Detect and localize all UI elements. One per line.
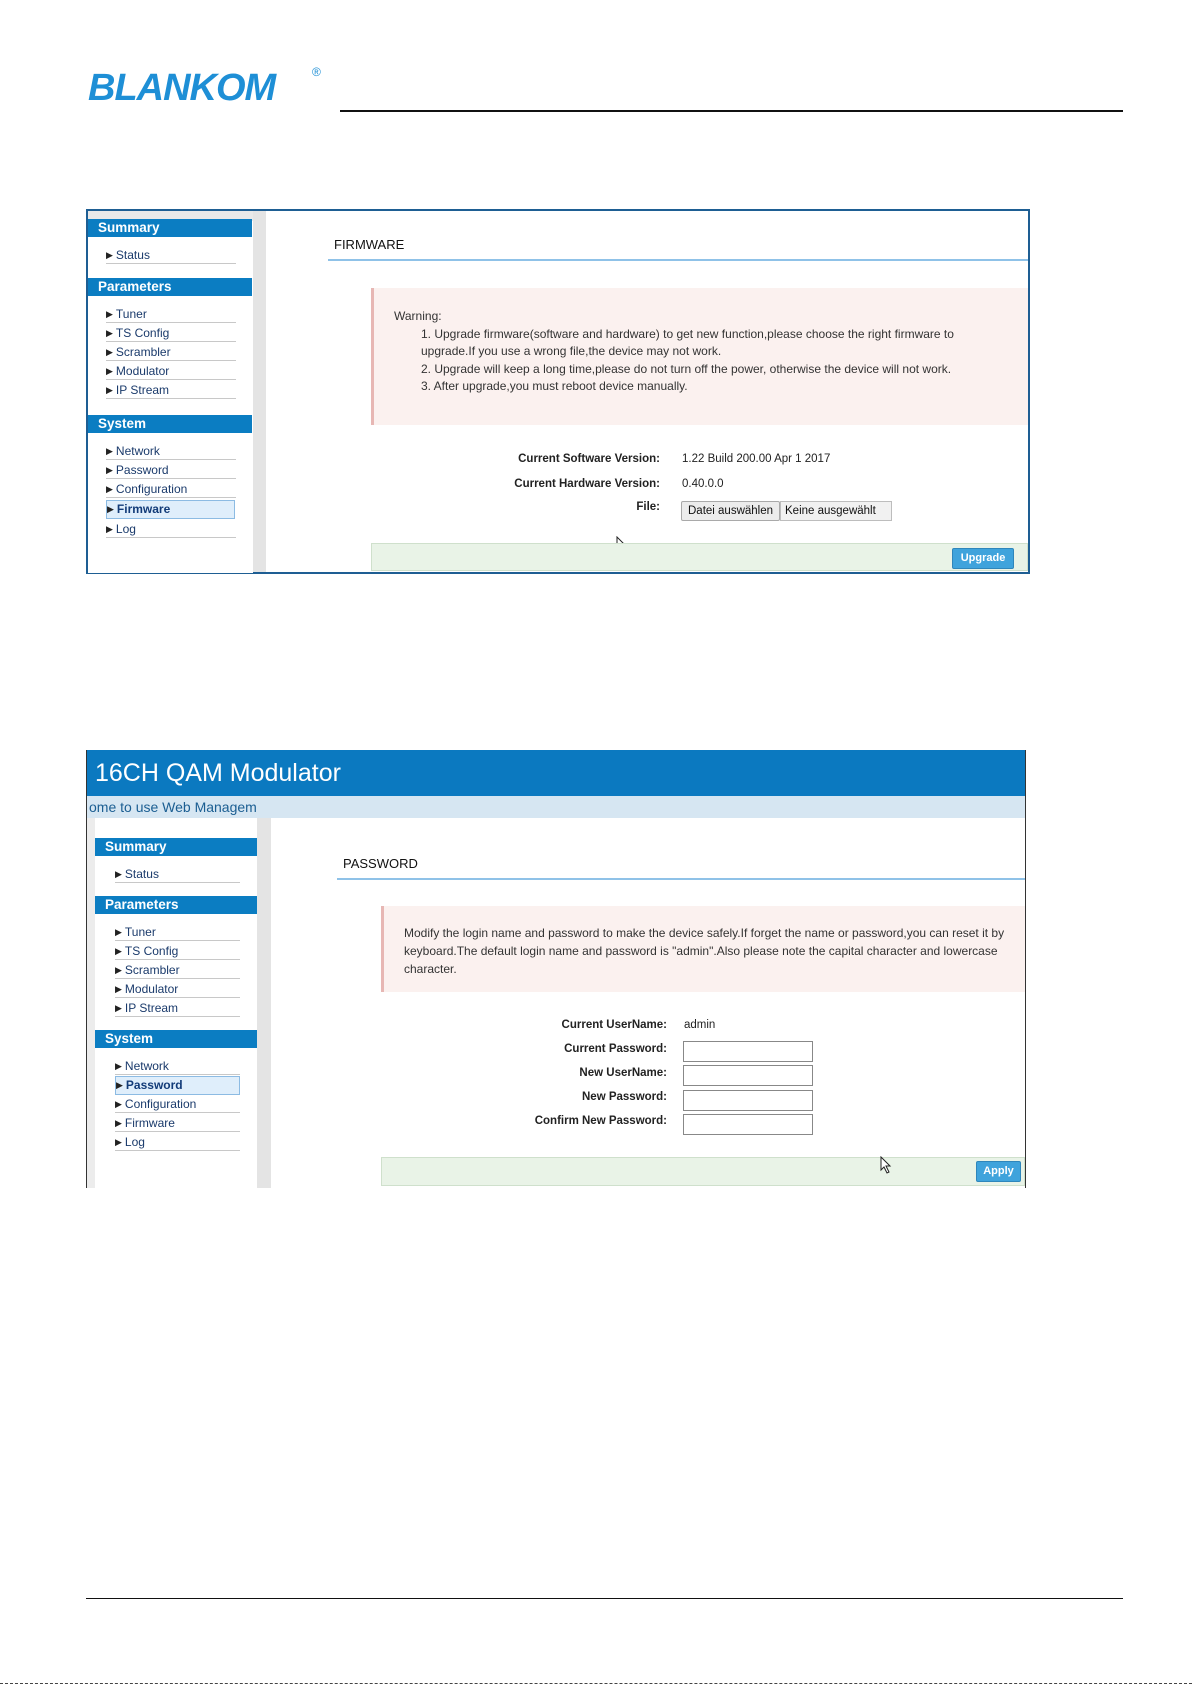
warning-line-1: 1. Upgrade firmware(software and hardware) to get new function,please choose the right firmware to [421, 326, 954, 341]
upgrade-button[interactable]: Upgrade [952, 548, 1014, 569]
logo-wordmark: BLANKOM [88, 67, 276, 109]
page-title: FIRMWARE [334, 237, 405, 252]
title-rule [328, 259, 1028, 261]
confirm-password-label: Confirm New Password: [534, 1115, 667, 1127]
confirm-password-input[interactable] [683, 1114, 813, 1135]
triangle-icon: ▶ [115, 1118, 122, 1128]
triangle-icon: ▶ [116, 1080, 123, 1090]
warning-line-1b: upgrade.If you use a wrong file,the device may not work. [421, 344, 722, 358]
title-rule [337, 878, 1025, 880]
action-bar [371, 543, 1028, 571]
new-username-input[interactable] [683, 1065, 813, 1086]
triangle-icon: ▶ [106, 366, 113, 376]
triangle-icon: ▶ [115, 927, 122, 937]
mouse-cursor-icon [880, 1156, 892, 1174]
nav-heading-parameters: Parameters [88, 278, 252, 296]
warning-box [371, 288, 1028, 425]
sidebar-item-modulator[interactable]: ▶ Modulator [115, 981, 240, 998]
triangle-icon: ▶ [115, 946, 122, 956]
header-rule [340, 110, 1123, 112]
triangle-icon: ▶ [106, 465, 113, 475]
current-username-value: admin [684, 1019, 716, 1031]
warning-line-3: 3. After upgrade,you must reboot device manually. [421, 379, 688, 393]
welcome-marquee: ome to use Web Managem [87, 796, 1025, 818]
triangle-icon: ▶ [106, 309, 113, 319]
page-bottom-dashed-line [0, 1683, 1192, 1684]
new-password-input[interactable] [683, 1090, 813, 1111]
sidebar-item-network[interactable]: ▶ Network [115, 1058, 240, 1075]
firmware-screenshot [86, 209, 1030, 574]
sidebar-item-password[interactable]: ▶ Password [106, 462, 236, 479]
triangle-icon: ▶ [115, 1061, 122, 1071]
info-line-1: Modify the login name and password to make the device safely.If forget the name or password,you can reset it by [404, 926, 1005, 940]
nav-heading-system: System [95, 1030, 257, 1048]
info-box [381, 906, 1025, 992]
current-username-label: Current UserName: [561, 1019, 667, 1031]
sidebar-item-firmware[interactable]: ▶ Firmware [106, 500, 235, 519]
hardware-version-value: 0.40.0.0 [682, 478, 724, 490]
triangle-icon: ▶ [115, 1099, 122, 1109]
sidebar-item-scrambler[interactable]: ▶ Scrambler [115, 962, 240, 979]
sidebar-item-tuner[interactable]: ▶ Tuner [106, 306, 236, 323]
sidebar-item-network[interactable]: ▶ Network [106, 443, 236, 460]
triangle-icon: ▶ [106, 385, 113, 395]
sidebar-item-log[interactable]: ▶ Log [115, 1134, 240, 1151]
software-version-label: Current Software Version: [518, 453, 660, 465]
sidebar-item-ip-stream[interactable]: ▶ IP Stream [106, 382, 236, 399]
file-status: Keine ausgewählt [780, 501, 892, 521]
nav-heading-summary: Summary [88, 219, 252, 237]
sidebar-item-firmware[interactable]: ▶ Firmware [115, 1115, 240, 1132]
footer-rule [86, 1598, 1123, 1599]
page-title: PASSWORD [343, 856, 418, 871]
triangle-icon: ▶ [115, 1003, 122, 1013]
action-bar [381, 1157, 1025, 1186]
triangle-icon: ▶ [115, 965, 122, 975]
hardware-version-label: Current Hardware Version: [514, 478, 660, 490]
sidebar-item-configuration[interactable]: ▶ Configuration [115, 1096, 240, 1113]
nav-heading-summary: Summary [95, 838, 257, 856]
file-label: File: [636, 501, 660, 513]
triangle-icon: ▶ [106, 328, 113, 338]
current-password-input[interactable] [683, 1041, 813, 1062]
warning-line-2: 2. Upgrade will keep a long time,please do not turn off the power, otherwise the device will not work. [421, 361, 952, 376]
sidebar-item-password[interactable]: ▶ Password [115, 1076, 240, 1095]
nav-heading-parameters: Parameters [95, 896, 257, 914]
sidebar-item-modulator[interactable]: ▶ Modulator [106, 363, 236, 380]
blankom-logo [86, 60, 336, 120]
triangle-icon: ▶ [115, 869, 122, 879]
info-line-2: keyboard.The default login name and password is "admin".Also please note the capital character and lowercase [404, 944, 998, 958]
password-screenshot [86, 750, 1026, 1188]
sidebar-item-ts-config[interactable]: ▶ TS Config [106, 325, 236, 342]
sidebar-item-status[interactable]: ▶ Status [106, 247, 236, 264]
sidebar-item-ts-config[interactable]: ▶ TS Config [115, 943, 240, 960]
triangle-icon: ▶ [106, 347, 113, 357]
sidebar-item-configuration[interactable]: ▶ Configuration [106, 481, 236, 498]
software-version-value: 1.22 Build 200.00 Apr 1 2017 [682, 453, 831, 465]
triangle-icon: ▶ [115, 984, 122, 994]
sidebar-item-tuner[interactable]: ▶ Tuner [115, 924, 240, 941]
new-password-label: New Password: [582, 1091, 667, 1103]
triangle-icon: ▶ [106, 446, 113, 456]
sidebar-item-ip-stream[interactable]: ▶ IP Stream [115, 1000, 240, 1017]
registered-mark: ® [312, 65, 321, 79]
current-password-label: Current Password: [564, 1043, 667, 1055]
info-line-3: character. [404, 962, 457, 976]
nav-heading-system: System [88, 415, 252, 433]
sidebar-item-log[interactable]: ▶ Log [106, 521, 236, 538]
sidebar-item-scrambler[interactable]: ▶ Scrambler [106, 344, 236, 361]
triangle-icon: ▶ [115, 1137, 122, 1147]
sidebar-item-status[interactable]: ▶ Status [115, 866, 240, 883]
apply-button[interactable]: Apply [976, 1161, 1021, 1182]
triangle-icon: ▶ [107, 504, 114, 514]
choose-file-button[interactable]: Datei auswählen [681, 501, 780, 521]
new-username-label: New UserName: [579, 1067, 667, 1079]
triangle-icon: ▶ [106, 250, 113, 260]
app-title: 16CH QAM Modulator [87, 750, 1025, 796]
triangle-icon: ▶ [106, 524, 113, 534]
warning-heading: Warning: [394, 309, 442, 323]
triangle-icon: ▶ [106, 484, 113, 494]
